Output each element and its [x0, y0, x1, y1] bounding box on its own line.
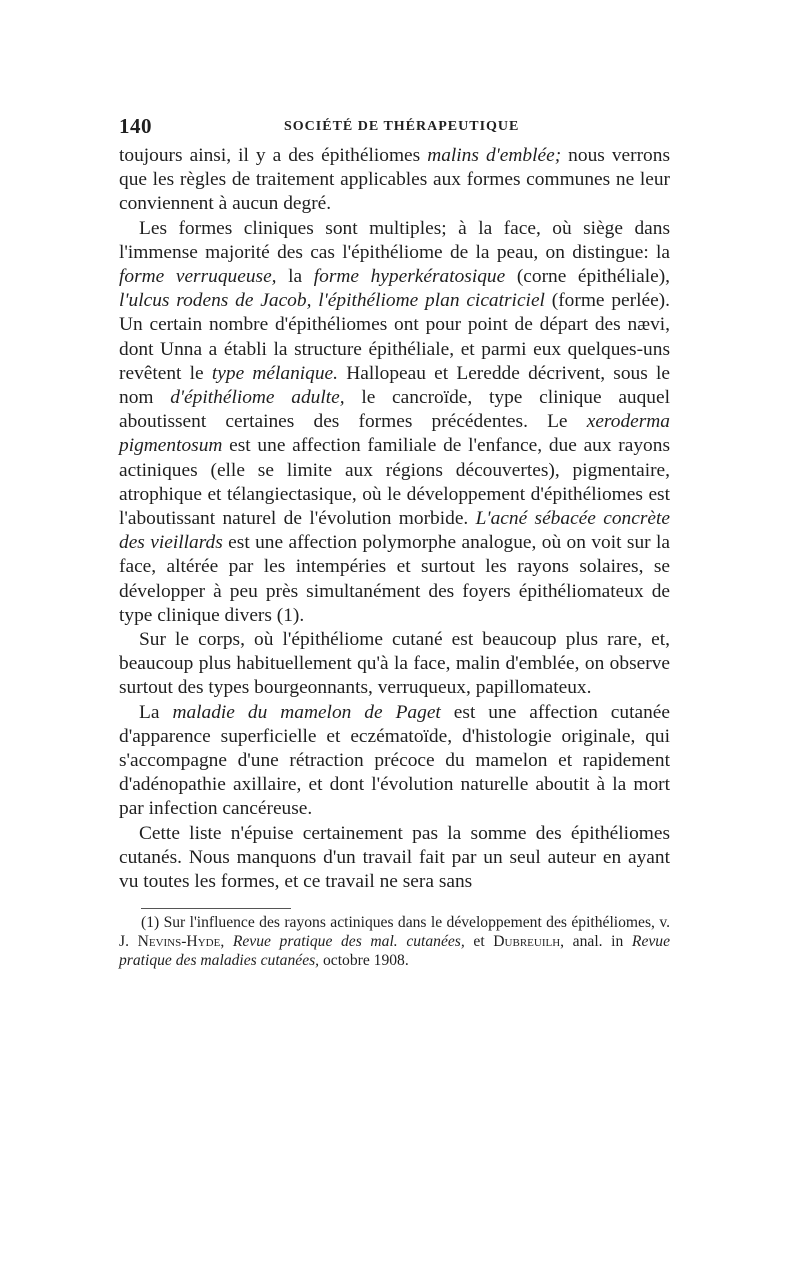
page-number: 140 [119, 114, 152, 138]
italic-term: xeroderma pigmentosum [119, 411, 670, 457]
text-run: Hallopeau et Leredde décrivent, sous le nom [119, 362, 670, 409]
text-run: octobre 1908. [319, 952, 409, 970]
journal-title: Revue pratique des maladies cutanées, [119, 933, 671, 970]
body-text [119, 144, 670, 894]
text-run: et [464, 933, 494, 951]
italic-term: type mélanique. [211, 362, 339, 384]
paragraph-3 [119, 628, 670, 701]
text-run: nous verrons que les règles de traitement applicables aux formes communes ne leur conviennent à aucun degré. [119, 145, 670, 215]
text-run: (forme perlée). Un certain nombre d'épithéliomes ont pour point de départ des nævi, dont Unna a établi la structure épithéliale, et parmi eux quelques-uns revêtent le [119, 290, 670, 384]
italic-term: l'ulcus rodens de Jacob, l'épithéliome plan cicatriciel [119, 290, 545, 312]
text-run: Sur le corps, où l'épithéliome cutané est beaucoup plus rare, et, beaucoup plus habituellement qu'à la face, malin d'emblée, on observe surtout des types bourgeonnants, verruqueux, papillomateux. [119, 629, 670, 699]
italic-term: d'épithéliome adulte, [170, 387, 345, 409]
running-head: SOCIÉTÉ DE THÉRAPEUTIQUE [284, 119, 520, 134]
footnote [119, 913, 670, 970]
text-run: , anal. in [560, 933, 632, 951]
italic-term: malins d'emblée; [427, 145, 562, 166]
author-name: Dubreuilh [493, 933, 561, 951]
page [119, 114, 670, 970]
page-header [119, 114, 670, 144]
text-run: (corne épithéliale), [505, 266, 670, 288]
text-run: Cette liste n'épuise certainement pas la somme des épithéliomes cutanés. Nous manquons d'un travail fait par un seul auteur en ayant vu toutes les formes, et ce travail ne sera sans [119, 822, 670, 893]
italic-term: forme hyperkératosique [313, 266, 506, 288]
journal-title: Revue pratique des mal. cutanées, [232, 933, 465, 951]
footnote-divider [141, 908, 291, 909]
text-run: , [220, 933, 233, 951]
text-run: est une affection polymorphe analogue, où on voit sur la face, altérée par les intempéries et surtout les rayons solaires, se développer à peu près simultanément des foyers épithéliomateux de type clinique divers (1). [119, 532, 670, 626]
text-run: toujours ainsi, il y a des épithéliomes [119, 145, 428, 166]
text-run: est une affection familiale de l'enfance, due aux rayons actiniques (elle se limite aux régions découvertes), pigmentaire, atrophique et télangiectasique, où le développement d'épithéliomes est l'aboutissant naturel de l'évolution morbide. [119, 435, 670, 530]
paragraph-5 [119, 822, 670, 895]
author-name: Nevins-Hyde [137, 933, 221, 951]
text-run: la [276, 266, 314, 288]
paragraph-1 [119, 144, 670, 217]
italic-term: maladie du mamelon de Paget [172, 701, 441, 723]
paragraph-4 [119, 701, 670, 822]
text-run: La [139, 701, 173, 723]
text-run: est une affection cutanée d'apparence superficielle et eczématoïde, d'histologie originale, qui s'accompagne d'une rétraction précoce du mamelon et rapidement d'adénopathie axillaire, et dont l'évolution naturelle aboutit à la mort par infection cancéreuse. [119, 701, 670, 820]
text-run: Les formes cliniques sont multiples; à la face, où siège dans l'immense majorité des cas l'épithéliome de la peau, on distingue: la [119, 217, 670, 263]
italic-term: forme verruqueuse, [119, 266, 277, 288]
italic-term: L'acné sébacée concrète des vieillards [119, 508, 670, 554]
text-run: (1) Sur l'influence des rayons actiniques dans le développement des épithéliomes, v. J. [119, 914, 670, 951]
text-run: le cancroïde, type clinique auquel aboutissent certaines des formes précédentes. Le [119, 387, 670, 433]
paragraph-2 [119, 217, 670, 628]
